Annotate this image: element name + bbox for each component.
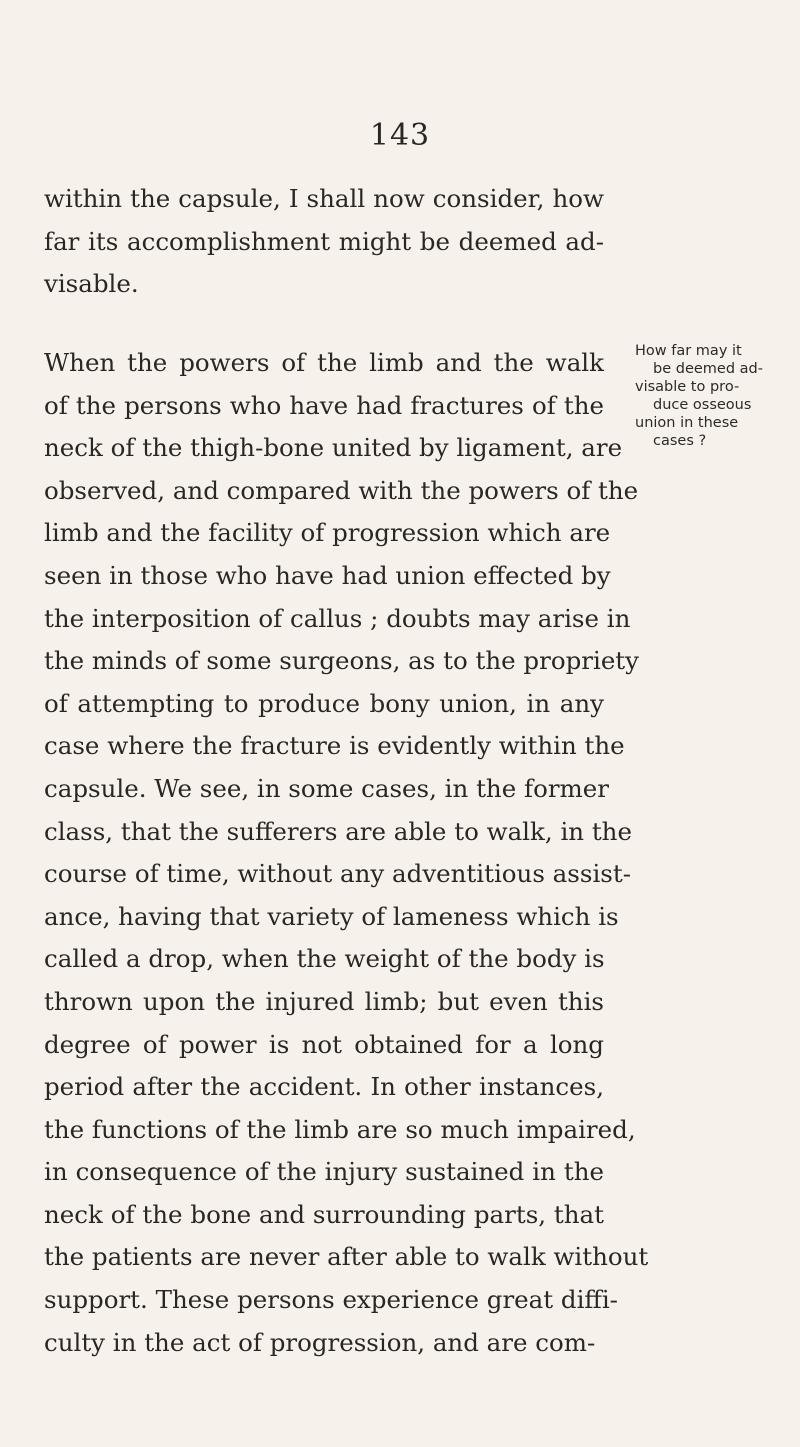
text-line: far its accomplishment might be deemed ad- [44, 226, 604, 256]
text-line: degree of power is not obtained for a long [44, 1029, 604, 1059]
margin-note-line: be deemed ad- [653, 361, 763, 377]
text-line: thrown upon the injured limb; but even this [44, 986, 604, 1016]
text-line: of attempting to produce bony union, in any [44, 688, 604, 718]
text-line: period after the accident. In other instances, [44, 1072, 604, 1102]
text-line: limb and the facility of progression which are [44, 518, 611, 548]
text-line: the patients are never after able to walk without [44, 1242, 649, 1272]
page-number: 143 [369, 118, 431, 153]
text-line: class, that the sufferers are able to walk, in the [44, 816, 632, 846]
text-line: seen in those who have had union effected by [44, 560, 611, 590]
margin-note-line: visable to pro- [635, 379, 740, 395]
text-line: observed, and compared with the powers of the [44, 475, 639, 505]
text-line: in consequence of the injury sustained in the [44, 1157, 604, 1187]
text-line: neck of the bone and surrounding parts, that [44, 1199, 604, 1229]
text-line: within the capsule, I shall now consider, how [44, 184, 604, 213]
text-line: case where the fracture is evidently within the [44, 731, 625, 761]
text-line: visable. [44, 269, 139, 299]
margin-note-line: How far may it [635, 343, 742, 359]
text-line: the interposition of callus ; doubts may arise in [44, 603, 631, 633]
margin-note [635, 342, 785, 450]
main-paragraph [44, 342, 649, 1364]
text-line: culty in the act of progression, and are com- [44, 1327, 596, 1357]
text-line: the minds of some surgeons, as to the propriety [44, 646, 639, 676]
opening-paragraph [44, 178, 604, 306]
text-line: neck of the thigh-bone united by ligament, are [44, 433, 623, 463]
text-line: the functions of the limb are so much impaired, [44, 1114, 636, 1144]
margin-note-line: union in these [635, 415, 739, 431]
margin-note-line: cases ? [653, 433, 707, 449]
text-line: course of time, without any adventitious assist- [44, 859, 631, 889]
text-line: called a drop, when the weight of the body is [44, 944, 605, 974]
text-line: ance, having that variety of lameness which is [44, 901, 619, 931]
margin-note-line: duce osseous [653, 397, 752, 413]
text-line: When the powers of the limb and the walk [44, 348, 604, 377]
text-line: of the persons who have had fractures of the [44, 390, 604, 420]
text-line: capsule. We see, in some cases, in the former [44, 773, 609, 803]
text-line: support. These persons experience great diffi- [44, 1285, 618, 1315]
